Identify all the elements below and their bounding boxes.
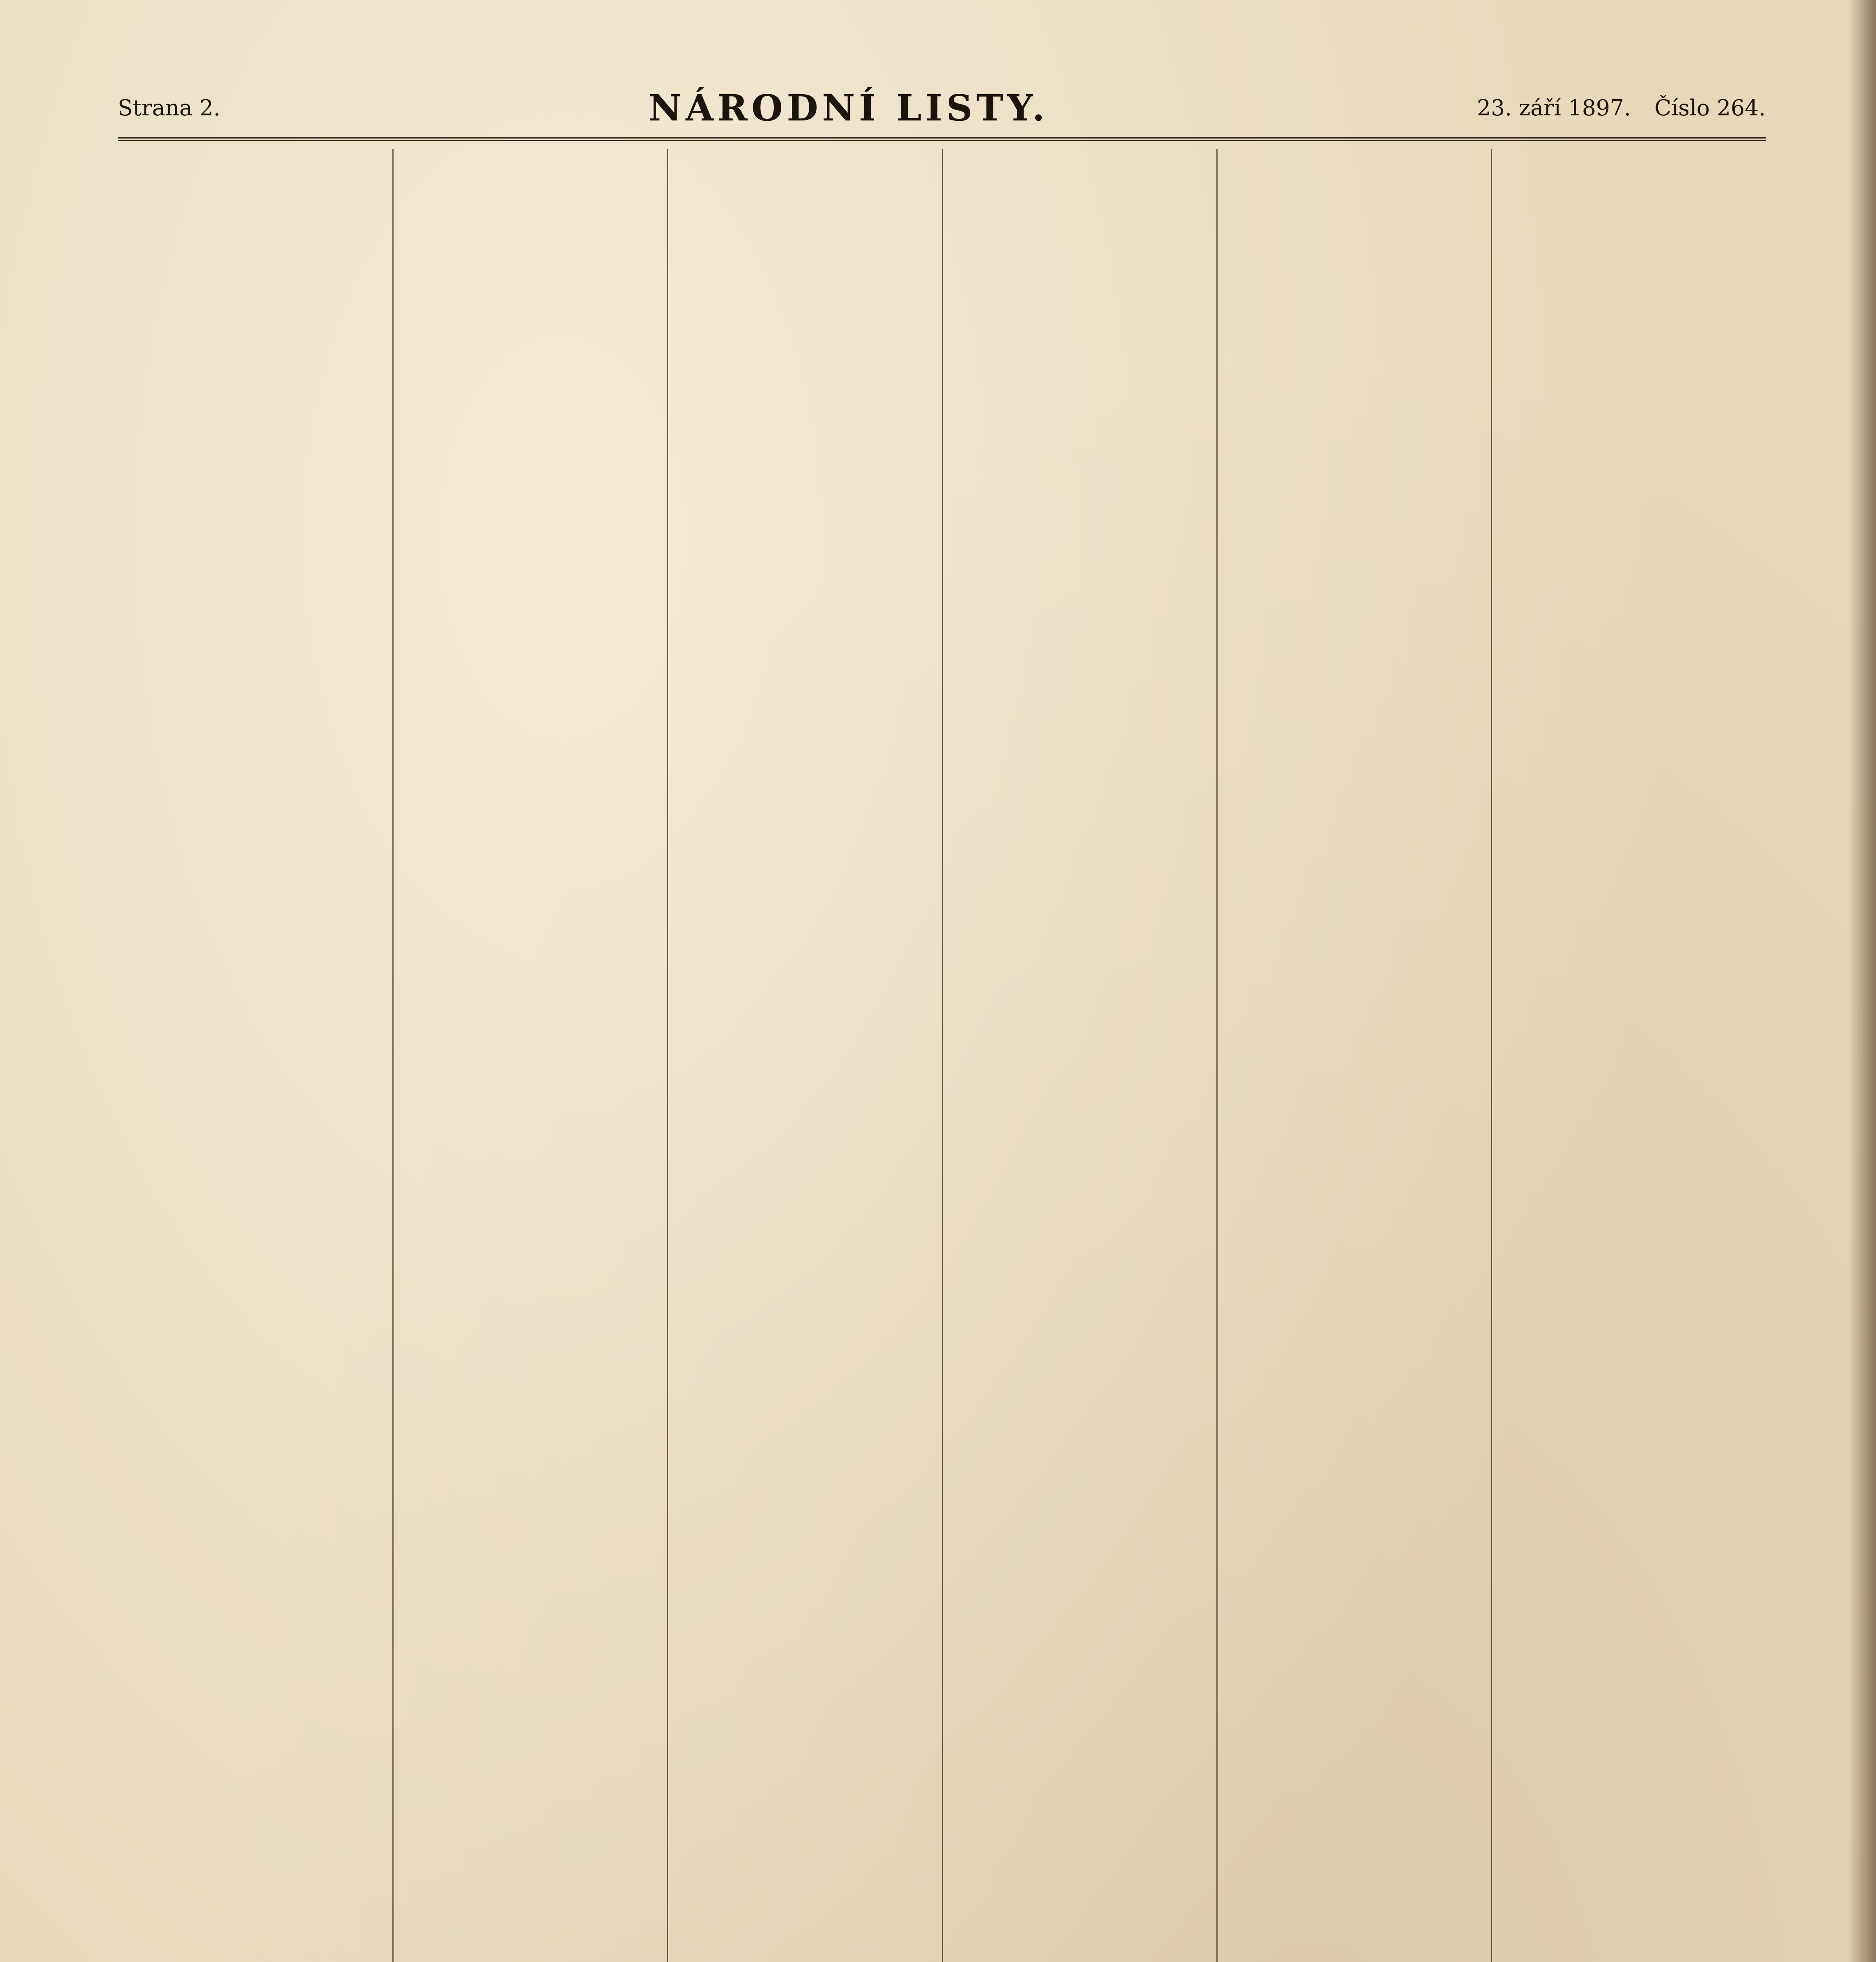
column-2 [392,149,667,1962]
column-4 [942,149,1216,1962]
column-5 [1216,149,1491,1962]
column-text [1508,165,1750,1962]
issue-date: 23. září 1897. [1477,95,1631,121]
column-6 [1491,149,1766,1962]
column-text [1233,165,1475,1962]
column-text [684,165,926,1962]
column-text [409,165,651,1962]
masthead-title: NÁRODNÍ LISTY. [649,87,1049,129]
issue-number: Číslo 264. [1654,95,1766,121]
column-text [133,165,377,1962]
text-columns [118,149,1766,1962]
header-right [1477,95,1766,121]
column-text [959,165,1201,1962]
column-3 [667,149,942,1962]
page-edge-shadow [1849,0,1876,1962]
column-1 [118,149,392,1962]
page-number: Strana 2. [118,95,221,121]
page-header [118,78,1766,141]
